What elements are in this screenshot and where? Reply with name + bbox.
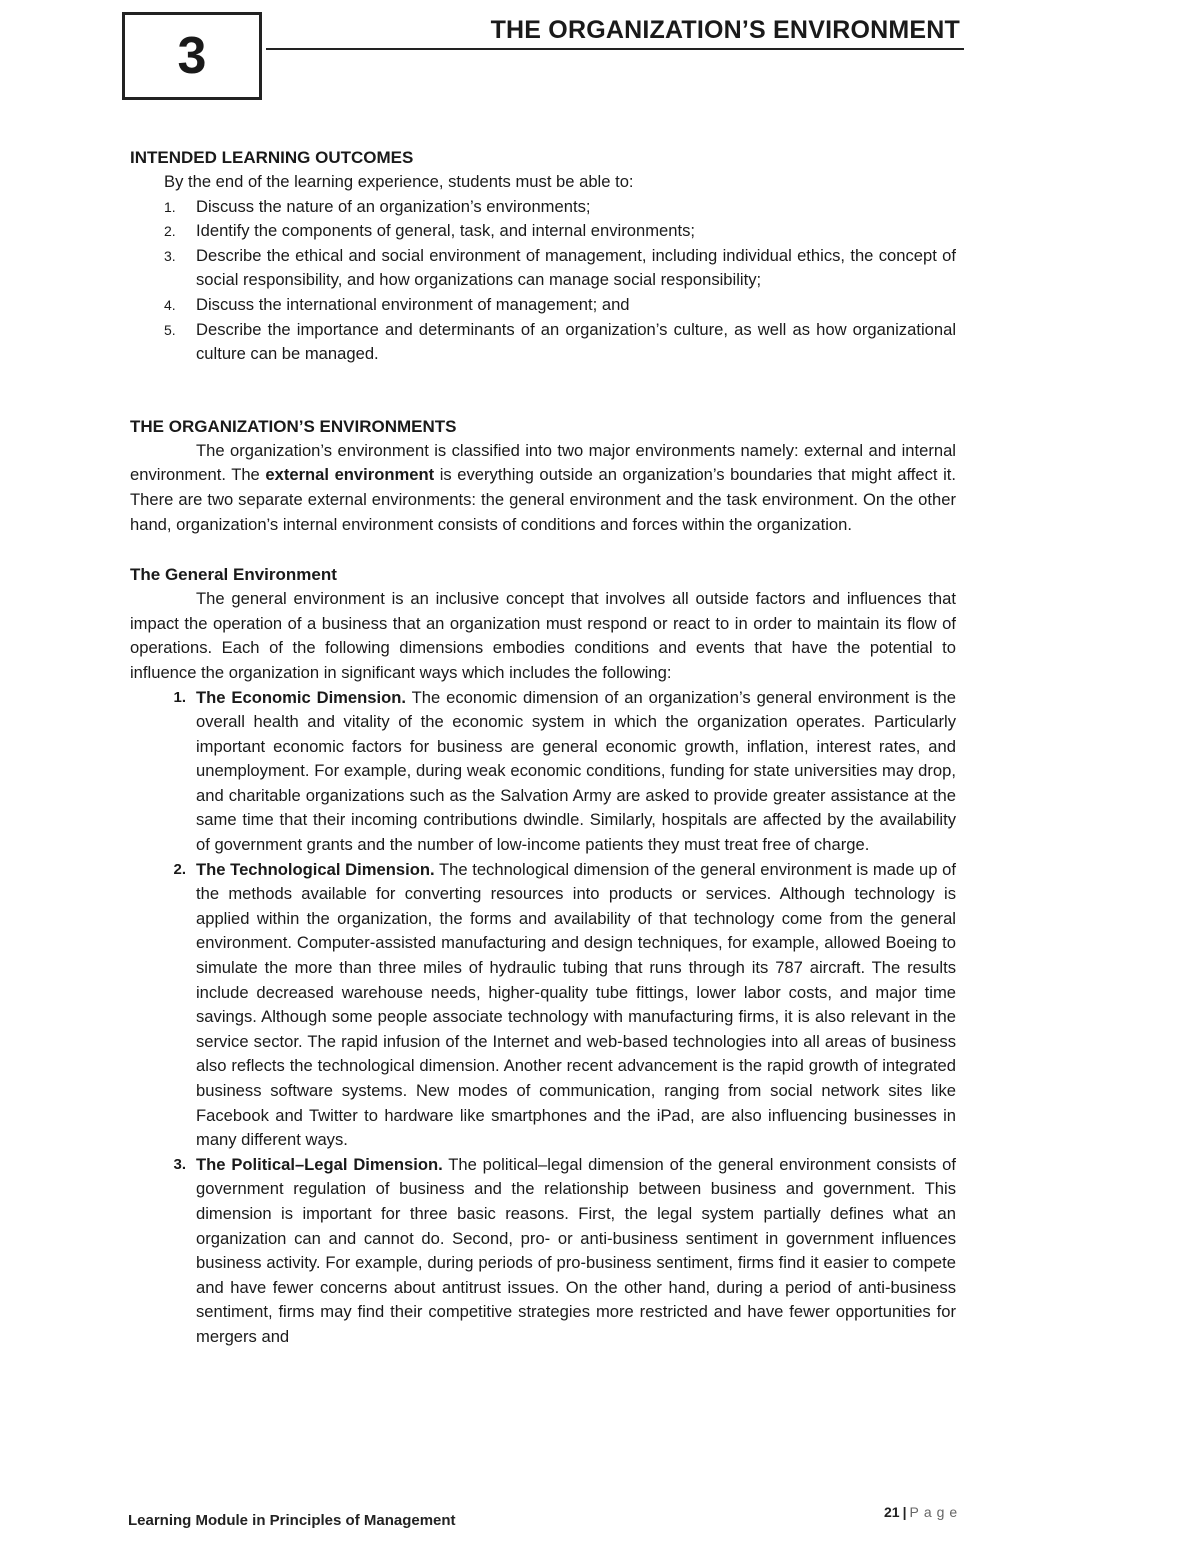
outcome-item (164, 195, 956, 220)
outcome-item (164, 318, 956, 367)
environments-text-1: The organization’s environment is classified into two major environments namely: external and internal environment. The (130, 440, 956, 485)
dimension-body: The political–legal dimension of the general environment consists of government regulation of business and the relationship between business and government. This dimension is important for three basic reasons. First, the legal system partially defines what an organization can and cannot do. Second, pro- or anti-business sentiment in government influences business activity. For example, during periods of pro-business sentiment, firms find it easier to compete and have fewer concerns about antitrust issues. On the other hand, during a period of anti-business sentiment, firms may find their competitive strategies more restricted and have fewer opportunities for mergers and (196, 1154, 956, 1346)
outcome-item (164, 293, 956, 318)
dimension-number: 2. (173, 860, 186, 878)
dimension-title: The Economic Dimension. (196, 687, 407, 707)
outcome-number: 2. (164, 223, 176, 240)
outcome-item (164, 219, 956, 244)
dimension-item (130, 686, 956, 858)
chapter-number-box (122, 12, 262, 100)
page-content (130, 146, 956, 1350)
outcomes-intro: By the end of the learning experience, students must be able to: (164, 172, 634, 191)
outcome-number: 5. (164, 321, 176, 338)
outcome-text: Identify the components of general, task, and internal environments; (196, 221, 696, 241)
page-word: Page (909, 1504, 963, 1520)
dimension-title: The Technological Dimension. (196, 859, 435, 879)
page-number: 21 (884, 1504, 900, 1520)
title-rule (266, 48, 964, 50)
dimension-item (130, 1153, 956, 1350)
chapter-title: THE ORGANIZATION’S ENVIRONMENT (490, 16, 960, 44)
general-environment-heading: The General Environment (130, 565, 337, 585)
dimension-body: The economic dimension of an organization’s general environment is the overall health and vitality of the economic system in which the organization operates. Particularly important economic factors for business are general economic growth, inflation, interest rates, and unemployment. For example, during weak economic conditions, funding for state universities may drop, and charitable organizations such as the Salvation Army are asked to provide greater assistance at the same time that their incoming contributions dwindle. Similarly, hospitals are affected by the availability of government grants and the number of low-income patients they must treat free of charge. (196, 687, 956, 855)
outcome-number: 4. (164, 296, 176, 313)
dimension-title: The Political–Legal Dimension. (196, 1154, 443, 1174)
dimension-text (196, 858, 956, 1153)
external-environment-term: external environment (265, 465, 435, 485)
environments-paragraph (130, 439, 956, 537)
page-separator: | (902, 1504, 907, 1520)
footer-module-title: Learning Module in Principles of Management (128, 1512, 456, 1529)
chapter-number: 3 (177, 27, 207, 85)
dimension-number: 1. (173, 688, 186, 706)
outcome-item (164, 244, 956, 293)
outcome-text: Describe the importance and determinants of an organization’s culture, as well as how organizational culture can be managed. (196, 319, 956, 364)
footer-page-label (884, 1504, 962, 1520)
dimension-body: The technological dimension of the general environment is made up of the methods available for converting resources into products or services. Although technology is applied within the organization, the forms and availability of that technology come from the general environment. Computer-assisted manufacturing and design techniques, for example, allowed Boeing to simulate the more than three miles of hydraulic tubing that runs through its 787 aircraft. The results include decreased warehouse needs, higher-quality tube fittings, lower labor costs, and major time savings. Although some people associate technology with manufacturing firms, it is also relevant in the service sector. The rapid infusion of the Internet and web-based technologies into all areas of business also reflects the technological dimension. Another recent advancement is the rapid growth of integrated business software systems. New modes of communication, ranging from social network sites like Facebook and Twitter to hardware like smartphones and the iPad, are also influencing businesses in many different ways. (196, 859, 956, 1150)
spacer (130, 537, 956, 563)
outcome-text: Discuss the international environment of management; and (196, 294, 630, 314)
dimensions-list (130, 686, 956, 1350)
dimension-text (196, 1153, 956, 1350)
environments-heading: THE ORGANIZATION’S ENVIRONMENTS (130, 416, 457, 436)
general-environment-paragraph: The general environment is an inclusive concept that involves all outside factors and influences that impact the operation of a business that an organization must respond or react to in order to maintain its flow of operations. Each of the following dimensions embodies conditions and events that have the potential to influence the organization in significant ways which includes the following: (130, 589, 956, 682)
outcome-text: Discuss the nature of an organization’s environments; (196, 196, 591, 216)
dimension-text (196, 686, 956, 858)
outcome-number: 1. (164, 198, 176, 215)
environments-text-2: is everything outside an organization’s boundaries that might affect it. There are two separate external environments: the general environment and the task environment. On the other hand, organization’s internal environment consists of conditions and forces within the organization. (130, 465, 956, 534)
outcomes-list (130, 195, 956, 367)
outcomes-heading: INTENDED LEARNING OUTCOMES (130, 148, 414, 167)
outcome-number: 3. (164, 247, 176, 264)
dimension-number: 3. (173, 1155, 186, 1173)
outcome-text: Describe the ethical and social environment of management, including individual ethics, the concept of social responsibility, and how organizations can manage social responsibility; (196, 245, 956, 290)
spacer (130, 367, 956, 415)
dimension-item (130, 858, 956, 1153)
